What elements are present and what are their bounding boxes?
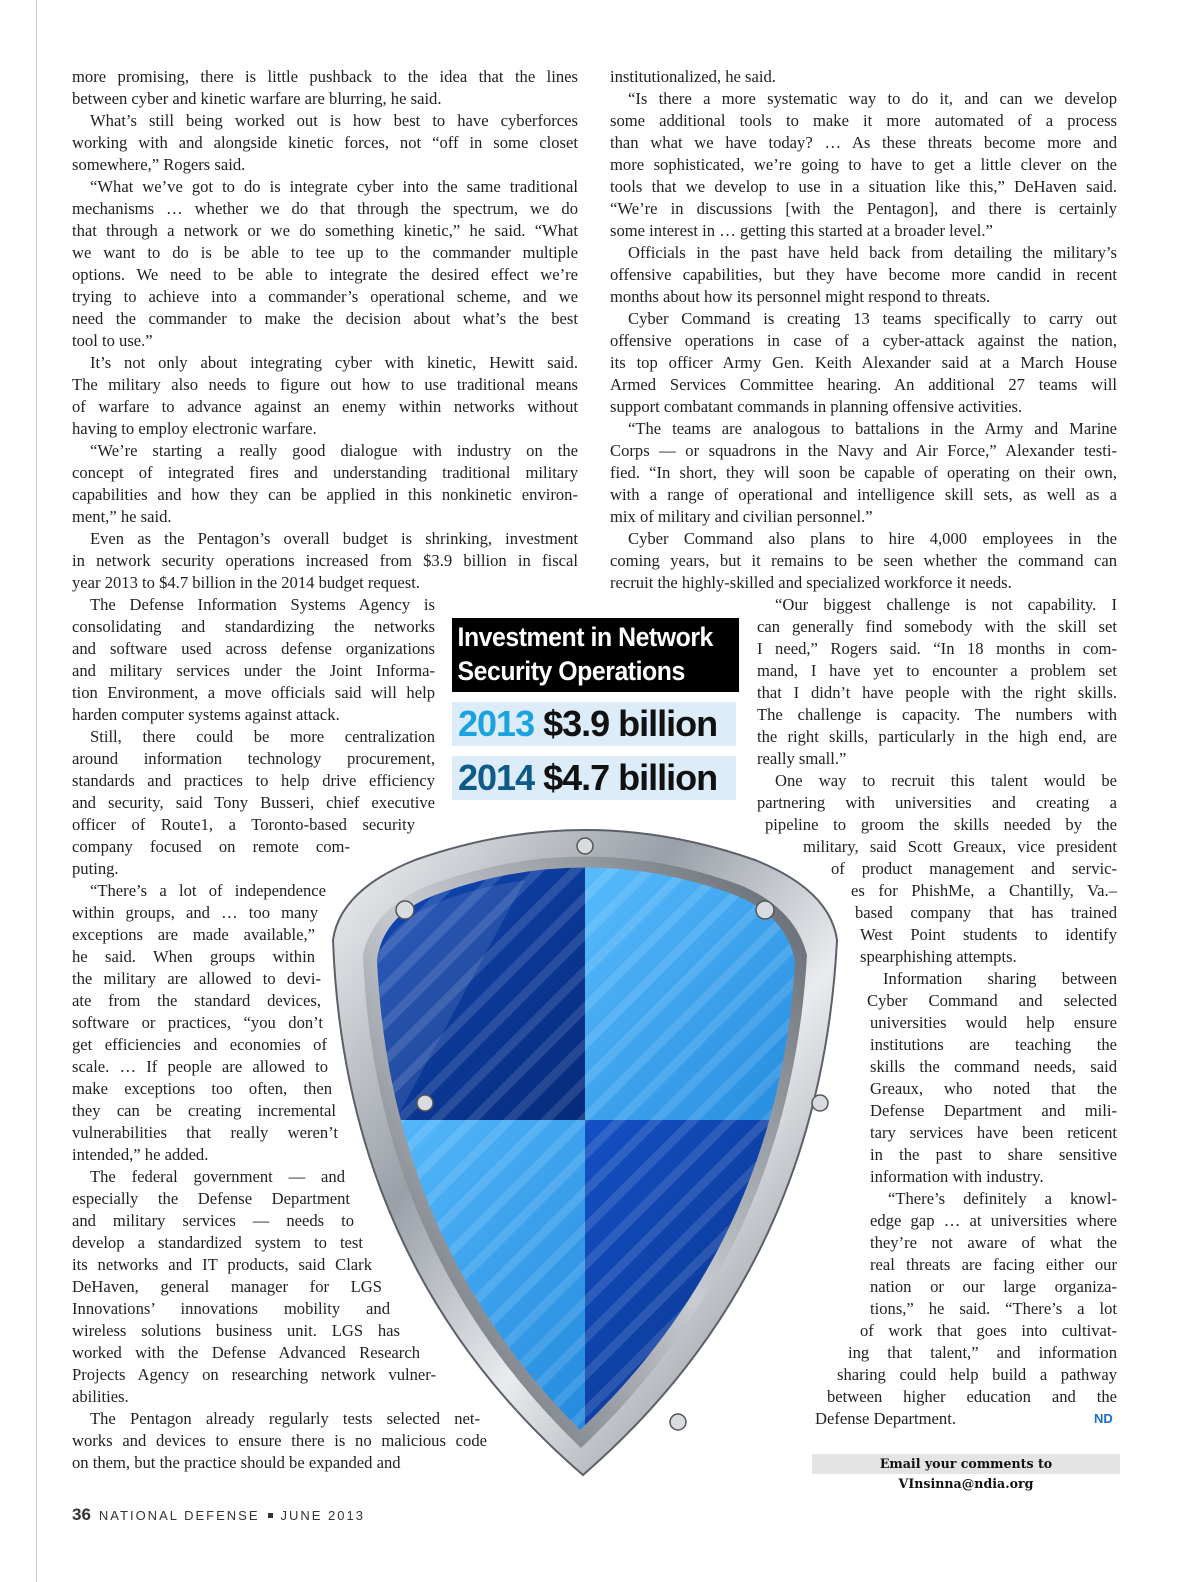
article-line: “There’s definitely a knowl- <box>888 1189 1117 1208</box>
article-line: with a range of operational and intelligence skill sets, as well as a <box>610 485 1117 504</box>
article-line: “Is there a more systematic way to do it, and can we develop <box>628 89 1117 108</box>
article-line: vulnerabilities that really weren’t <box>72 1123 338 1142</box>
page-number: 36 <box>72 1505 91 1524</box>
article-line: Defense Department. <box>815 1409 956 1428</box>
article-line: its top officer Army Gen. Keith Alexander said at a March House <box>610 353 1117 372</box>
article-line: harden computer systems against attack. <box>72 705 340 724</box>
article-line: concept of integrated fires and understanding traditional military <box>72 463 578 482</box>
article-line: of product management and servic- <box>831 859 1117 878</box>
article-line: than what we have today? … As these threats become more and <box>610 133 1117 152</box>
article-line: somewhere,” Rogers said. <box>72 155 246 174</box>
article-line: of work that goes into cultivat- <box>860 1321 1117 1340</box>
article-line: skills the command needs, said <box>870 1057 1117 1076</box>
page-folio <box>72 1505 365 1525</box>
sidebar-row-2013 <box>452 702 736 746</box>
article-line: coming years, but it remains to be seen whether the command can <box>610 551 1117 570</box>
article-line: Corps — or squadrons in the Navy and Air Force,” Alexander testi- <box>610 441 1117 460</box>
shield-icon <box>325 820 845 1480</box>
comments-email-banner <box>812 1454 1120 1491</box>
article-line: scale. … If people are allowed to <box>72 1057 328 1076</box>
article-line: between higher education and the <box>827 1387 1117 1406</box>
article-line: between cyber and kinetic warfare are blurring, he said. <box>72 89 442 108</box>
article-line: year 2013 to $4.7 billion in the 2014 budget request. <box>72 573 420 592</box>
article-line: mix of military and civilian personnel.” <box>610 507 873 526</box>
issue-date: JUNE 2013 <box>280 1508 365 1523</box>
article-line: that through a network or we do something kinetic,” he said. “What <box>72 221 578 240</box>
article-line: in the past to share sensitive <box>870 1145 1117 1164</box>
article-line: exceptions are made available,” <box>72 925 315 944</box>
email-prompt: Email your comments to <box>879 1456 1053 1471</box>
article-line: “The teams are analogous to battalions in the Army and Marine <box>628 419 1117 438</box>
article-line: The Defense Information Systems Agency is <box>90 595 435 614</box>
article-line: West Point students to identify <box>860 925 1117 944</box>
article-line: trying to achieve into a commander’s operational scheme, and we <box>72 287 578 306</box>
article-line: mechanisms … whether we do that through the spectrum, we do <box>72 199 578 218</box>
article-line: in network security operations increased from $3.9 billion in fiscal <box>72 551 578 570</box>
article-line: make exceptions too often, then <box>72 1079 332 1098</box>
article-line: institutionalized, he said. <box>610 67 776 86</box>
article-right-column <box>610 66 1117 594</box>
article-line: having to employ electronic warfare. <box>72 419 317 438</box>
article-line: of warfare to advance against an enemy within networks without <box>72 397 578 416</box>
article-line: tions,” he said. “There’s a lot <box>870 1299 1117 1318</box>
article-line: Armed Services Committee hearing. An additional 27 teams will <box>610 375 1117 394</box>
article-line: “There’s a lot of independence <box>90 881 326 900</box>
article-line: company focused on remote com- <box>72 837 350 856</box>
article-line: develop a standardized system to test <box>72 1233 363 1252</box>
article-line: they can be creating incremental <box>72 1101 336 1120</box>
article-line: “We’re in discussions [with the Pentagon], and there is certainly <box>610 199 1117 218</box>
article-line: The Pentagon already regularly tests selected net- <box>90 1409 480 1428</box>
article-line: its networks and IT products, said Clark <box>72 1255 372 1274</box>
sidebar-year: 2013 <box>458 703 535 744</box>
article-line: tool to use.” <box>72 331 153 350</box>
article-line: and security, said Tony Busseri, chief executive <box>72 793 435 812</box>
sidebar-amount: $4.7 billion <box>543 757 718 798</box>
article-line: working with and alongside kinetic forces, not “off in some closet <box>72 133 578 152</box>
article-line: works and devices to ensure there is no malicious code <box>72 1431 487 1450</box>
article-line: puting. <box>72 859 119 878</box>
article-line: The challenge is capacity. The numbers with <box>757 705 1117 724</box>
sidebar-year: 2014 <box>458 757 535 798</box>
article-line: some additional tools to make it more automated of a process <box>610 111 1117 130</box>
article-line: around information technology procurement, <box>72 749 435 768</box>
article-line: I need,” Rogers said. “In 18 months in com- <box>757 639 1117 658</box>
article-line: tary services have been reticent <box>870 1123 1117 1142</box>
article-line: “Our biggest challenge is not capability. I <box>775 595 1117 614</box>
article-line: that I didn’t have people with the right skills. <box>757 683 1117 702</box>
article-line: mand, I have yet to encounter a problem set <box>757 661 1117 680</box>
email-address[interactable]: VInsinna@ndia.org <box>898 1476 1034 1491</box>
article-line: and military services under the Joint Informa- <box>72 661 435 680</box>
sidebar-title-line-1: Investment in Network <box>457 622 713 652</box>
article-line: Cyber Command is creating 13 teams specifically to carry out <box>628 309 1117 328</box>
article-line: within groups, and … too many <box>72 903 318 922</box>
article-line: worked with the Defense Advanced Research <box>72 1343 420 1362</box>
sidebar-amount: $3.9 billion <box>543 703 718 744</box>
publication-name: NATIONAL DEFENSE <box>98 1508 260 1523</box>
article-line: information with industry. <box>870 1167 1044 1186</box>
article-line: Cyber Command and selected <box>867 991 1117 1010</box>
article-line: based company that has trained <box>855 903 1117 922</box>
article-line: “What we’ve got to do is integrate cyber into the same traditional <box>90 177 578 196</box>
article-line: need the commander to make the decision about what’s the best <box>72 309 578 328</box>
article-line: The federal government — and <box>90 1167 345 1186</box>
article-line: tools that we develop to use in a situation like this,” DeHaven said. <box>610 177 1117 196</box>
sidebar-title <box>452 618 739 692</box>
article-line: Still, there could be more centralization <box>90 727 435 746</box>
article-line: options. We need to be able to integrate the desired effect we’re <box>72 265 578 284</box>
article-line: partnering with universities and creating a <box>757 793 1117 812</box>
article-line: spearphishing attempts. <box>860 947 1017 966</box>
article-line: ing that talent,” and information <box>848 1343 1117 1362</box>
article-line: Officials in the past have held back from detailing the military’s <box>628 243 1117 262</box>
article-line: tion Environment, a move officials said will help <box>72 683 435 702</box>
article-line: and software used across defense organizations <box>72 639 435 658</box>
article-line: and military services — needs to <box>72 1211 354 1230</box>
article-line: “We’re starting a really good dialogue with industry on the <box>90 441 578 460</box>
article-line: Defense Department and mili- <box>870 1101 1117 1120</box>
article-line: fied. “In short, they will soon be capable of operating on their own, <box>610 463 1117 482</box>
article-line: really small.” <box>757 749 847 768</box>
article-line: real threats are facing either our <box>870 1255 1117 1274</box>
article-line: military, said Scott Greaux, vice president <box>803 837 1117 856</box>
article-line: Innovations’ innovations mobility and <box>72 1299 390 1318</box>
article-line: Cyber Command also plans to hire 4,000 employees in the <box>628 529 1117 548</box>
article-line: software or practices, “you don’t <box>72 1013 323 1032</box>
article-line: wireless solutions business unit. LGS has <box>72 1321 400 1340</box>
article-line: they’re not aware of what the <box>870 1233 1117 1252</box>
article-line: he said. When groups within <box>72 947 315 966</box>
article-line: One way to recruit this talent would be <box>775 771 1117 790</box>
article-line: The military also needs to figure out how to use traditional means <box>72 375 578 394</box>
article-line: officer of Route1, a Toronto-based security <box>72 815 415 834</box>
folio-separator <box>268 1513 273 1518</box>
article-end-mark: ND <box>1094 1411 1113 1426</box>
page-spine-rule <box>36 0 37 1582</box>
article-line: standards and practices to help drive efficiency <box>72 771 435 790</box>
article-left-column <box>72 66 578 594</box>
article-line: support combatant commands in planning offensive activities. <box>610 397 1023 416</box>
article-line: Projects Agency on researching network vulner- <box>72 1365 436 1384</box>
article-line: ate from the standard devices, <box>72 991 321 1010</box>
article-line: the military are allowed to devi- <box>72 969 321 988</box>
article-line: intended,” he added. <box>72 1145 209 1164</box>
article-line: sharing could help build a pathway <box>837 1365 1117 1384</box>
article-line: Information sharing between <box>883 969 1117 988</box>
article-line: abilities. <box>72 1387 129 1406</box>
article-line: offensive capabilities, but they have become more candid in recent <box>610 265 1117 284</box>
article-line: some interest in … getting this started at a broader level.” <box>610 221 993 240</box>
article-line: nation or our large organiza- <box>870 1277 1117 1296</box>
article-line: What’s still being worked out is how best to have cyberforces <box>90 111 578 130</box>
article-line: get efficiencies and economies of <box>72 1035 327 1054</box>
article-line: more sophisticated, we’re going to have to get a little clever on the <box>610 155 1117 174</box>
article-line: consolidating and standardizing the networks <box>72 617 435 636</box>
article-line: Greaux, who noted that the <box>870 1079 1117 1098</box>
article-line: Even as the Pentagon’s overall budget is shrinking, investment <box>90 529 578 548</box>
article-line: pipeline to groom the skills needed by the <box>765 815 1117 834</box>
article-line: more promising, there is little pushback to the idea that the lines <box>72 67 578 86</box>
article-line: especially the Defense Department <box>72 1189 350 1208</box>
article-line: capabilities and how they can be applied in this nonkinetic environ- <box>72 485 578 504</box>
article-line: institutions are teaching the <box>870 1035 1117 1054</box>
article-line: offensive operations in case of a cyber-attack against the nation, <box>610 331 1117 350</box>
article-line: edge gap … at universities where <box>870 1211 1117 1230</box>
article-line: we want to do is be able to tee up to the commander multiple <box>72 243 578 262</box>
article-line: ment,” he said. <box>72 507 172 526</box>
article-line: recruit the highly-skilled and specialized workforce it needs. <box>610 573 1012 592</box>
sidebar-row-2014 <box>452 756 736 800</box>
article-line: es for PhishMe, a Chantilly, Va.– <box>851 881 1117 900</box>
investment-sidebar <box>452 618 736 800</box>
article-line: the right skills, particularly in the high end, are <box>757 727 1117 746</box>
article-line: It’s not only about integrating cyber with kinetic, Hewitt said. <box>90 353 578 372</box>
article-line: months about how its personnel might respond to threats. <box>610 287 991 306</box>
article-line: universities would help ensure <box>870 1013 1117 1032</box>
article-line: DeHaven, general manager for LGS <box>72 1277 382 1296</box>
sidebar-title-line-2: Security Operations <box>457 656 685 686</box>
article-line: on them, but the practice should be expanded and <box>72 1453 401 1472</box>
article-line: can generally find somebody with the skill set <box>757 617 1117 636</box>
